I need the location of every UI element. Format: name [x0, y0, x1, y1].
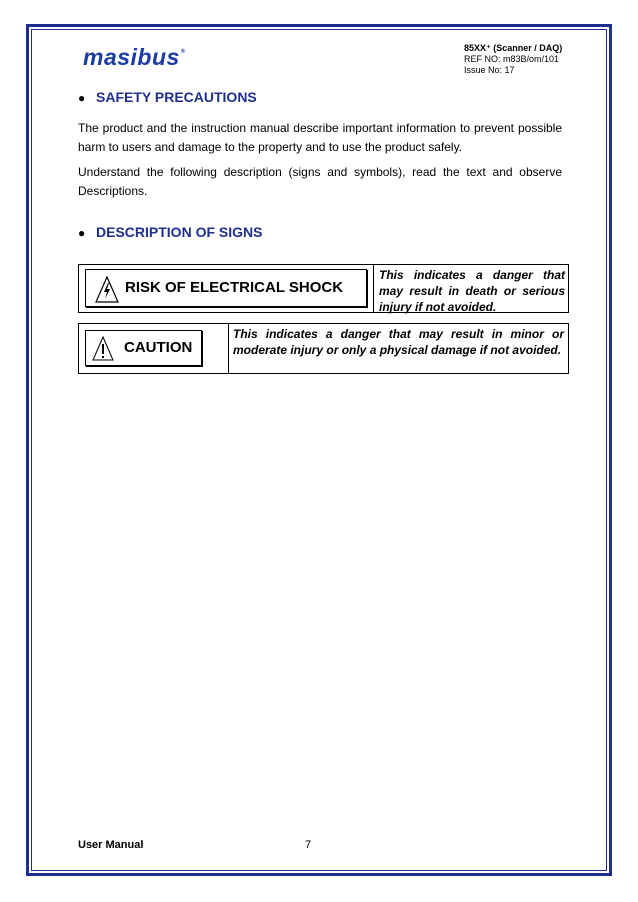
logo-text: masibus: [83, 44, 180, 70]
ref-number: REF NO: m83B/om/101: [464, 54, 560, 64]
electrical-hazard-icon: [95, 276, 119, 303]
electrical-shock-label-box: [85, 269, 367, 307]
caution-warning-icon: [92, 336, 114, 361]
caution-sign-row: [78, 323, 569, 374]
model-name: 85XX⁺ (Scanner / DAQ): [464, 43, 563, 53]
safety-precautions-title: SAFETY PRECAUTIONS: [96, 89, 257, 105]
footer-document-type: User Manual: [78, 839, 144, 851]
bullet-icon: ●: [78, 226, 86, 240]
caution-sign-cell: [79, 324, 229, 373]
bullet-icon: ●: [78, 91, 86, 105]
safety-precautions-heading: [78, 89, 257, 105]
description-of-signs-title: DESCRIPTION OF SIGNS: [96, 224, 263, 240]
electrical-shock-label: RISK OF ELECTRICAL SHOCK: [125, 279, 344, 296]
caution-description: This indicates a danger that may result in minor or moderate injury or only a physical damage if not avoided.: [233, 327, 564, 357]
masibus-logo: [83, 44, 186, 71]
description-of-signs-heading: [78, 224, 262, 240]
safety-paragraph-1: The product and the instruction manual describe important information to prevent possible harm to users and damage to the property and to use the product safely.: [78, 121, 562, 154]
caution-label: CAUTION: [124, 339, 193, 356]
safety-paragraph-2: Understand the following description (signs and symbols), read the text and observe Descriptions.: [78, 165, 562, 198]
electrical-shock-description: This indicates a danger that may result in death or serious injury if not avoided.: [379, 268, 565, 314]
document-header-info: [464, 43, 562, 76]
issue-number: Issue No: 17: [464, 65, 515, 75]
logo-registered-mark: ®: [180, 49, 186, 55]
page-number: 7: [305, 839, 312, 851]
electrical-shock-sign-row: [78, 264, 569, 313]
caution-label-box: [85, 330, 202, 366]
electrical-shock-sign-cell: [79, 265, 374, 312]
